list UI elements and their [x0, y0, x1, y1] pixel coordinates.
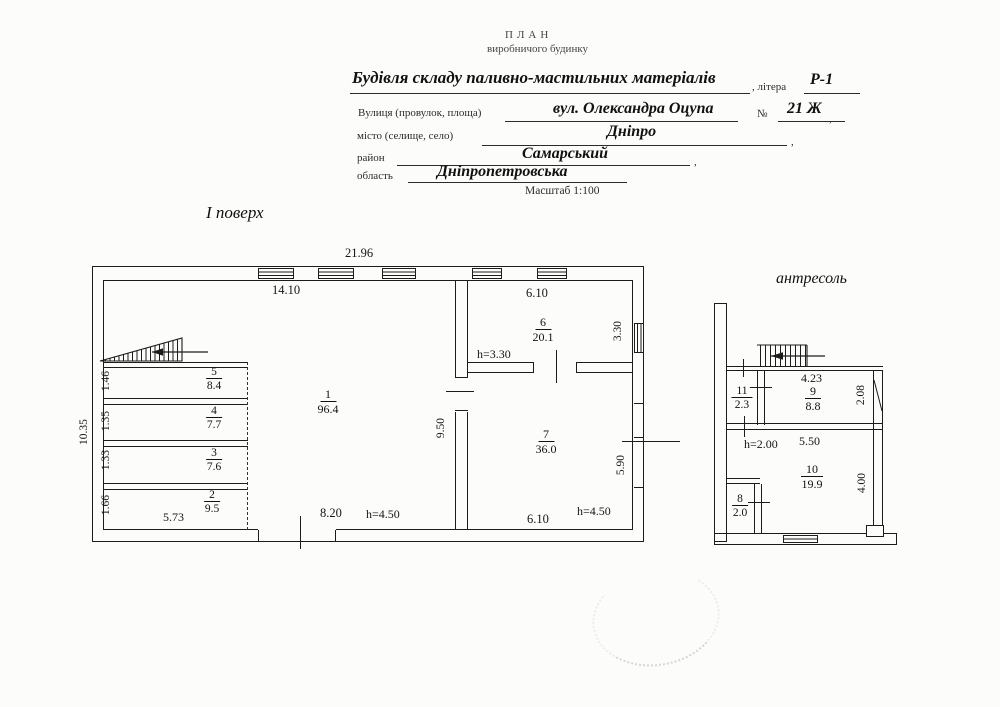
- district-comma: ,: [694, 156, 697, 168]
- room-label-11: 11 2.3: [731, 385, 752, 411]
- district-label: район: [357, 152, 385, 164]
- dim-room5-height: 1.46: [100, 370, 112, 392]
- mezz-right-pier: [866, 525, 884, 537]
- room-label-10: 10 19.9: [801, 462, 823, 492]
- mezz-door-tick-room10: [744, 416, 745, 437]
- dim-room6-height-right: 3.30: [612, 320, 624, 342]
- dim-mezz-room9-depth: 2.08: [855, 384, 867, 406]
- dim-bottom-width: 8.20: [320, 506, 342, 520]
- floor1-bottom-door-jamb-left: [258, 530, 259, 542]
- floor1-bottom-door-jamb-right: [335, 530, 336, 542]
- number-value: 21 Ж: [787, 100, 822, 117]
- floor1-door67-jamb-left: [533, 362, 534, 373]
- dim-mezz-room9-width: 4.23: [801, 371, 822, 385]
- district-value: Самарський: [522, 145, 609, 162]
- floor1-door-rooms6-7: [533, 360, 577, 375]
- room-label-5: 5 8.4: [206, 366, 222, 393]
- mezz-bottom-window: [783, 535, 818, 543]
- region-label: область: [357, 170, 393, 182]
- dim-room1-width: 14.10: [272, 283, 301, 297]
- litera-underline: [804, 93, 860, 94]
- floor1-right-dim-tick: [622, 441, 680, 442]
- region-value: Дніпропетровська: [437, 163, 568, 180]
- floor1-partition-5-4: [103, 398, 248, 405]
- number-comma: ,: [829, 113, 832, 125]
- room-label-3: 3 7.6: [206, 447, 222, 474]
- ceiling-room6: h=3.30: [477, 347, 511, 361]
- floor1-partition-4-3: [103, 440, 248, 447]
- dim-room7-height-right: 5.90: [615, 454, 627, 476]
- dim-room4-height: 1.35: [100, 410, 112, 432]
- building-name-value: Будівля складу паливно-мастильних матеріалів: [352, 68, 716, 87]
- room-label-1: 1 96.4: [317, 387, 339, 417]
- floor1-right-opening-jamb-bottom: [634, 487, 643, 488]
- dim-mezz-room10-depth: 4.00: [856, 472, 868, 494]
- floor1-door67-jamb-right: [576, 362, 577, 373]
- building-name-underline: [350, 93, 750, 94]
- street-value: вул. Олександра Оцупа: [553, 100, 714, 117]
- form-title-line1: ПЛАН: [505, 29, 553, 41]
- dim-mezz-room10-width: 5.50: [799, 434, 820, 448]
- mezz-door-tick-room8: [748, 502, 770, 503]
- dim-room7-width: 6.10: [527, 512, 549, 526]
- room-label-6: 6 20.1: [532, 315, 554, 345]
- dim-overall-width: 21.96: [345, 246, 374, 260]
- region-underline: [408, 182, 627, 183]
- floor1-bottom-door-opening: [258, 528, 336, 532]
- floor1-right-window: [634, 323, 643, 353]
- floor1-inner-wall: [103, 280, 633, 530]
- litera-label: , літера: [752, 81, 787, 93]
- mezz-stairs-icon: [725, 340, 830, 368]
- ceiling-room1: h=4.50: [366, 507, 400, 521]
- mezz-wall-9-10: [727, 423, 883, 430]
- scale-note: Масштаб 1:100: [525, 185, 600, 197]
- room-label-7: 7 36.0: [535, 427, 557, 457]
- floor1-top-window-2: [318, 268, 354, 279]
- floor1-vwall-jamb-bottom: [455, 410, 468, 411]
- number-label: №: [757, 108, 768, 120]
- floor1-vwall-door-tick: [446, 391, 474, 392]
- dim-room2-height: 1.66: [100, 494, 112, 516]
- mezz-window-diagonal: [870, 377, 886, 415]
- dim-room3-height: 1.33: [100, 449, 112, 471]
- mezz-door-tick-room11: [750, 387, 772, 388]
- mezzanine-title: антресоль: [776, 270, 847, 287]
- ceiling-mezz-room10: h=2.00: [744, 437, 778, 451]
- form-title-line2: виробничого будинку: [487, 43, 589, 55]
- floor1-right-opening-jamb-top: [634, 403, 643, 404]
- street-underline: [505, 121, 738, 122]
- city-comma: ,: [791, 136, 794, 148]
- floor1-partition-3-2: [103, 483, 248, 490]
- street-label: Вулиця (провулок, площа): [358, 107, 482, 119]
- floor1-right-opening-jamb-mid: [634, 437, 643, 438]
- faded-stamp-mark: [585, 561, 726, 676]
- mezz-room8-right-wall: [754, 484, 762, 534]
- room-label-9: 9 8.8: [805, 384, 821, 414]
- floor1-title: І поверх: [206, 203, 264, 222]
- floor1-top-window-1: [258, 268, 294, 279]
- floor1-storage-dashed-boundary: [247, 362, 248, 530]
- floor1-stairs-icon: [96, 333, 232, 365]
- room-label-8: 8 2.0: [732, 493, 748, 520]
- dim-overall-height-left: 10.35: [78, 419, 90, 445]
- litera-value: Р-1: [810, 71, 834, 88]
- city-value: Дніпро: [607, 123, 657, 140]
- room-label-2: 2 9.5: [204, 489, 220, 516]
- number-underline: [778, 121, 845, 122]
- city-label: місто (селище, село): [357, 130, 454, 142]
- mezz-left-wall: [714, 303, 727, 542]
- ceiling-room7: h=4.50: [577, 504, 611, 518]
- floor1-vwall-jamb-top: [455, 377, 468, 378]
- floor1-bottom-door-tick: [300, 516, 301, 549]
- dim-partition-length: 9.50: [435, 417, 447, 439]
- dim-storage-width: 5.73: [163, 510, 184, 524]
- mezz-wall-11-9: [757, 371, 765, 425]
- room-label-4: 4 7.7: [206, 405, 222, 432]
- floor1-top-window-3: [382, 268, 416, 279]
- floor1-top-window-4: [472, 268, 502, 279]
- floor1-door67-tick: [556, 350, 557, 383]
- floor1-vertical-wall-opening: [453, 377, 470, 412]
- dim-room6-width: 6.10: [526, 286, 548, 300]
- floor1-top-window-5: [537, 268, 567, 279]
